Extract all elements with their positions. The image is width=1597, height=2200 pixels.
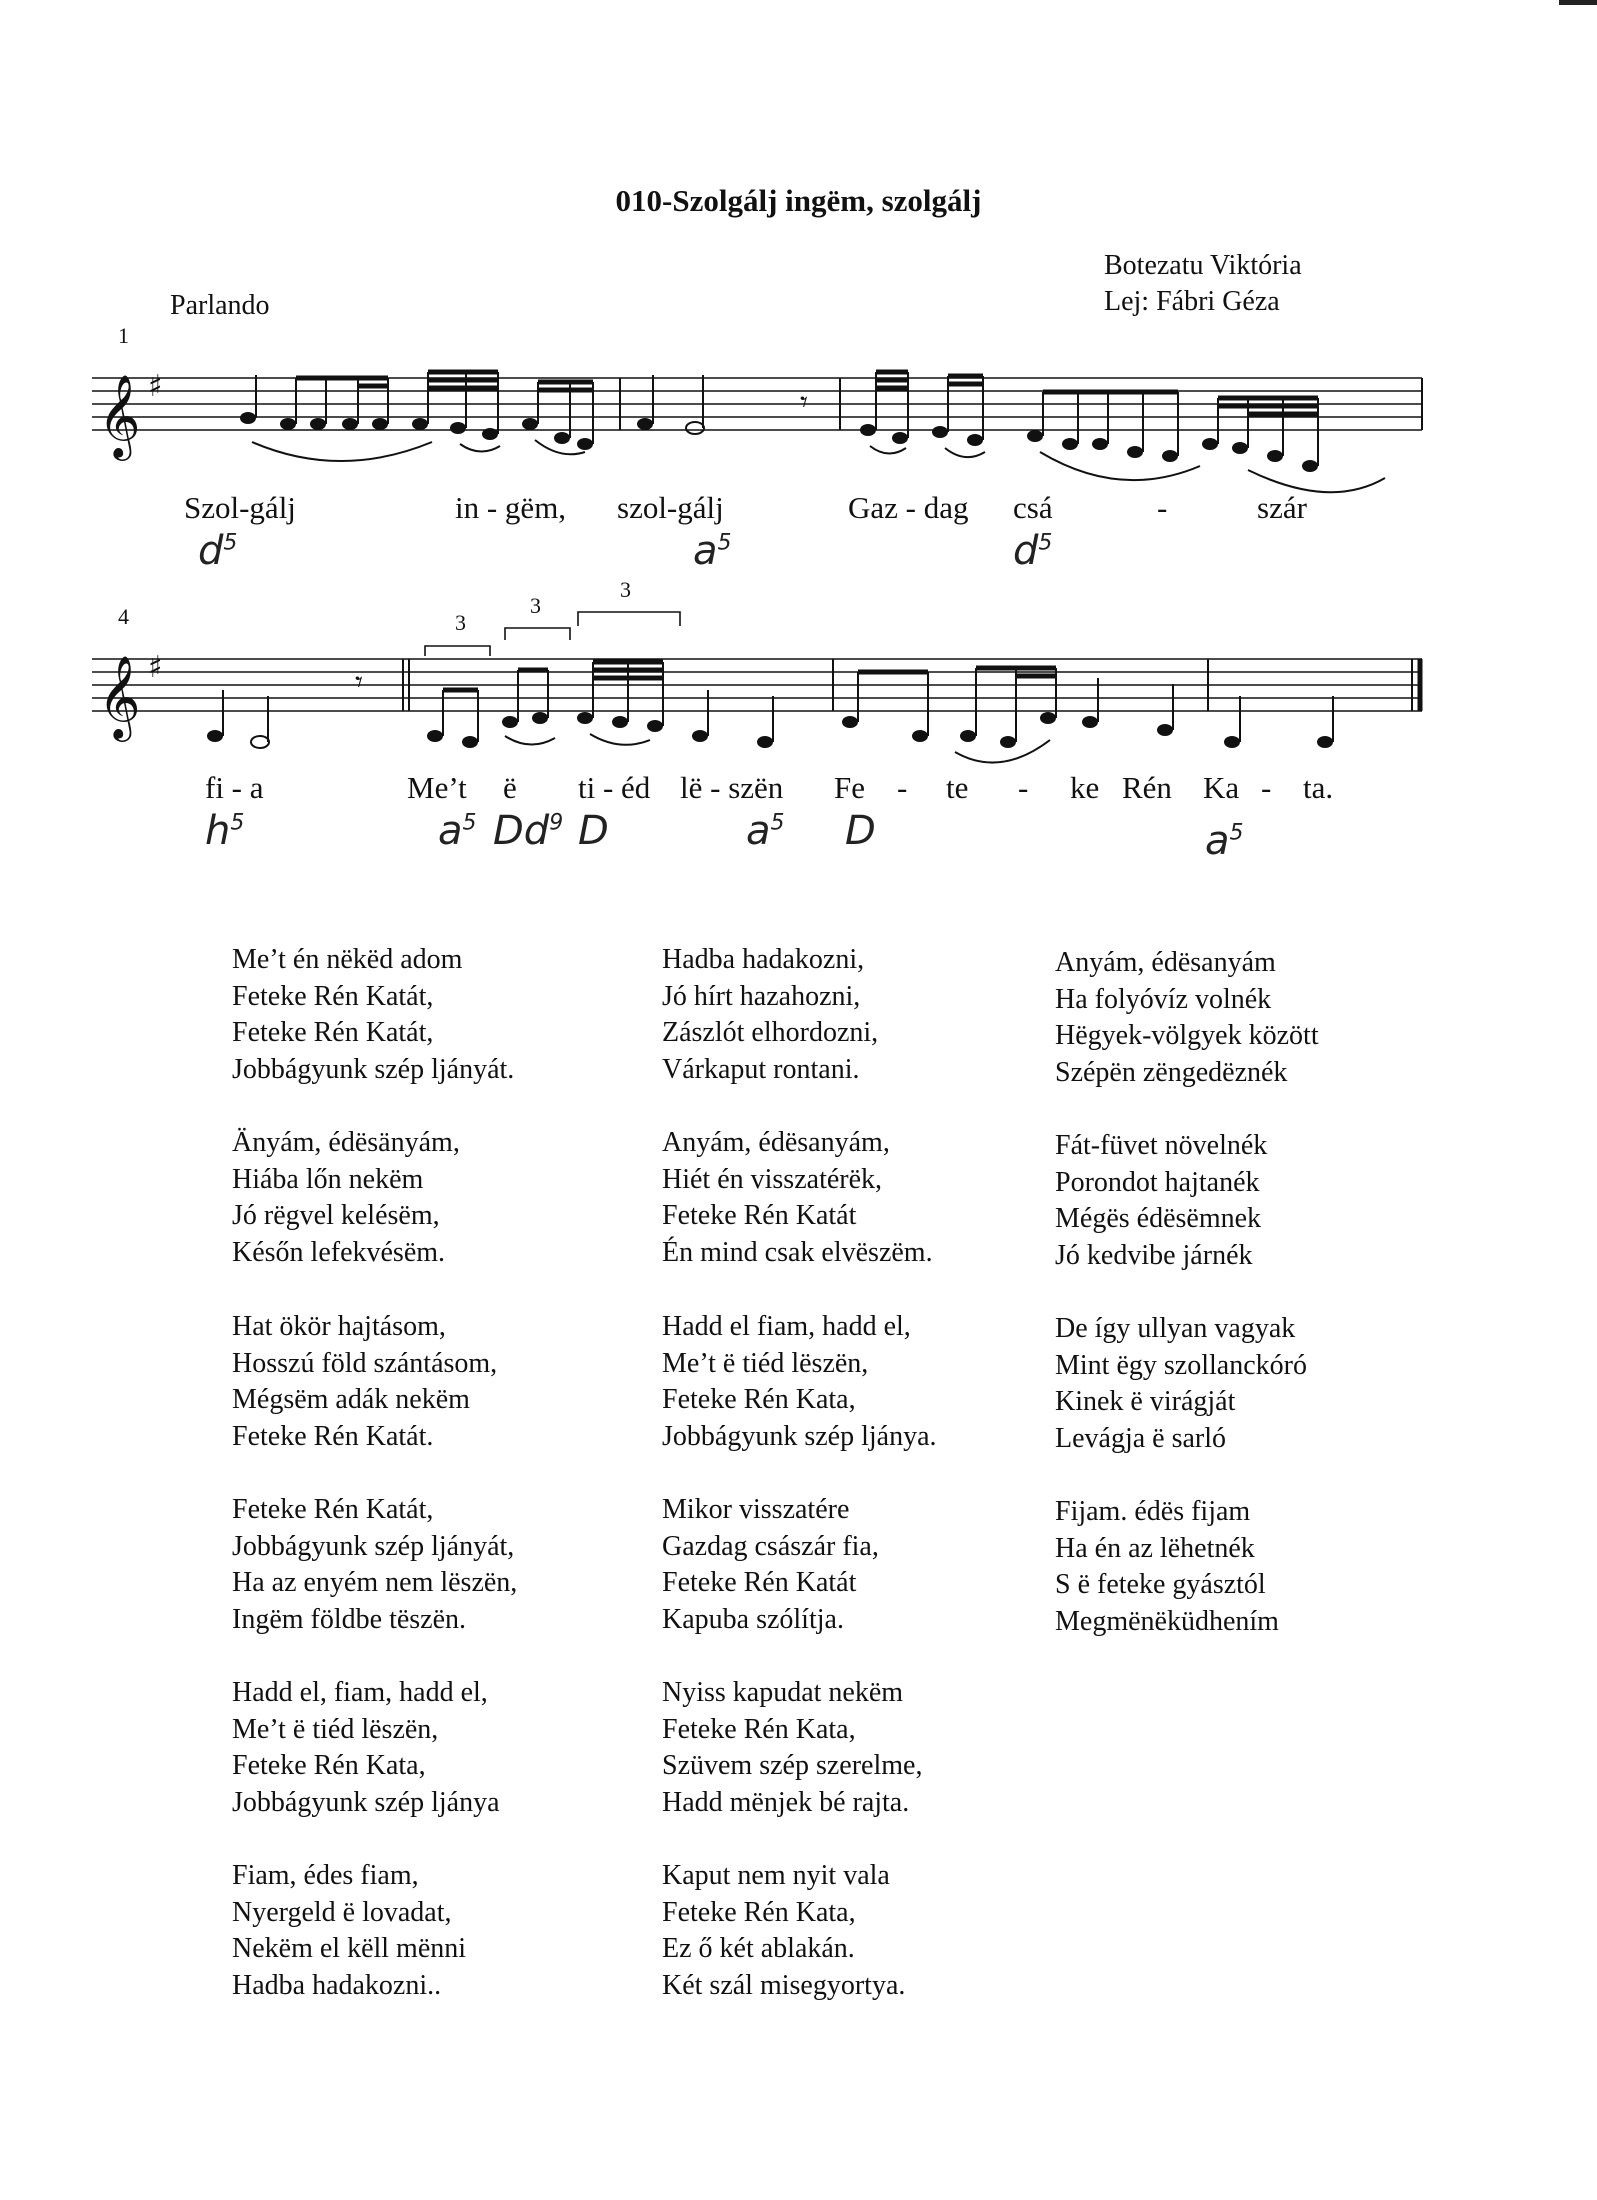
lyric-syllable: - [897, 770, 908, 805]
rest-icon: 𝄾 [800, 385, 808, 420]
stanza-block: Hat ökör hajtásom, Hosszú föld szántásom, Mégsëm adák nekëm Feteke Rén Katát. [232, 1311, 498, 1452]
stanza-block: Mikor visszatére Gazdag császár fia, Feteke Rén Katát Kapuba szólítja. [662, 1494, 879, 1635]
stanza-block: Hadd el, fiam, hadd el, Me’t ë tiéd lëszën, Feteke Rén Kata, Jobbágyunk szép ljánya [232, 1677, 500, 1818]
lyric-syllable: Ka [1203, 770, 1240, 805]
stanza-block: Kaput nem nyit vala Feteke Rén Kata, Ez ő két ablakán. Két szál misegyortya. [662, 1860, 906, 2001]
stanza-block: Me’t én nëkëd adom Feteke Rén Katát, Feteke Rén Katát, Jobbágyunk szép ljányát. [232, 944, 515, 1085]
noteheads-1 [240, 412, 1318, 472]
lyric-syllable: szol-gálj [617, 490, 724, 525]
lyric-syllable: Me’t [407, 770, 467, 805]
rest-icon: 𝄾 [355, 665, 363, 700]
lyric-syllable: szár [1257, 490, 1307, 525]
staff-system-2 [92, 612, 1422, 763]
measure-number-4: 4 [118, 604, 129, 629]
song-title: 010-Szolgálj ingëm, szolgálj [615, 183, 982, 218]
lyric-syllable: - [1157, 490, 1168, 525]
stanza-block: Hadd el fiam, hadd el, Me’t ë tiéd lëszën, Feteke Rén Kata, Jobbágyunk szép ljánya. [662, 1311, 937, 1452]
stanza-block: Feteke Rén Katát, Jobbágyunk szép ljányát, Ha az enyém nem lëszën, Ingëm földbe tëszën. [232, 1494, 518, 1635]
chord-symbol: $h^5$ [205, 808, 245, 854]
lyric-syllable: Fe [834, 770, 865, 805]
stanza-block: Nyiss kapudat nekëm Feteke Rén Kata, Szüvem szép szerelme, Hadd mënjek bé rajta. [662, 1677, 923, 1818]
stanza-block: Anyám, édësanyám, Hiét én visszatérëk, Feteke Rén Katát Én mind csak elvëszëm. [662, 1127, 933, 1268]
chord-symbol: $d^5$ [1013, 528, 1053, 574]
tempo-marking: Parlando [170, 290, 270, 321]
tuplet-number: 3 [455, 610, 466, 635]
lyric-syllable: fi - a [205, 770, 264, 805]
key-signature-sharp-icon: ♯ [148, 650, 163, 685]
treble-clef-icon: 𝄞 [98, 373, 141, 457]
lyric-syllable: csá [1013, 490, 1053, 525]
half-note [251, 736, 269, 748]
chord-symbol: $a^5$ [1205, 818, 1244, 864]
stems-1 [256, 372, 1318, 466]
staff-system-1 [92, 369, 1422, 492]
staff-lines-2 [92, 659, 1422, 711]
lyric-syllable: Szol-gálj [184, 490, 296, 525]
treble-clef-icon: 𝄞 [98, 654, 141, 738]
lyric-syllable: Rén [1122, 770, 1172, 805]
half-note [686, 422, 704, 434]
author-name: Botezatu Viktória [1104, 250, 1302, 281]
lyric-syllable: - [1261, 770, 1272, 805]
lyric-syllable: lë - szën [680, 770, 784, 805]
lyric-syllable: te [946, 770, 969, 805]
stanza-block: De így ullyan vagyak Mint ëgy szollanckóró Kinek ë virágját Levágja ë sarló [1055, 1313, 1307, 1454]
chord-symbol: Dd$^9$ [493, 808, 564, 854]
stanza-block: Fijam. édës fijam Ha én az lëhetnék S ë feteke gyásztól Megmënëküdhením [1055, 1496, 1279, 1637]
stanza-block: Fát-füvet növelnék Porondot hajtanék Mégës édësëmnek Jó kedvibe járnék [1055, 1130, 1268, 1271]
lyric-syllable: ke [1070, 770, 1100, 805]
chord-symbol: $d^5$ [198, 528, 238, 574]
lyric-syllable: ë [503, 770, 517, 805]
lyric-syllable: - [1018, 770, 1029, 805]
noteheads-2 [207, 712, 1333, 748]
music-score [0, 0, 1597, 900]
tuplet-number: 3 [620, 577, 631, 602]
stanza-block: Änyám, édësänyám, Hiába lőn nekëm Jó rëgvel kelésëm, Későn lefekvésëm. [232, 1127, 460, 1268]
stanza-block: Fiam, édes fiam, Nyergeld ë lovadat, Nekëm el këll mënni Hadba hadakozni.. [232, 1860, 467, 2001]
chord-symbol: D [578, 808, 609, 854]
chord-symbol: $a^5$ [438, 808, 477, 854]
melody-credit: Lej: Fábri Géza [1104, 286, 1280, 317]
chord-symbol: $a^5$ [693, 528, 732, 574]
lyric-syllable: Gaz - dag [848, 490, 969, 525]
key-signature-sharp-icon: ♯ [148, 369, 163, 404]
tuplet-number: 3 [530, 593, 541, 618]
lyric-syllable: in - gëm, [455, 490, 567, 525]
stanza-block: Hadba hadakozni, Jó hírt hazahozni, Zászlót elhordozni, Várkaput rontani. [662, 944, 879, 1085]
chord-symbol: $a^5$ [746, 808, 785, 854]
lyric-syllable: ti - éd [578, 770, 651, 805]
chord-symbol: D [845, 808, 876, 854]
measure-number-1: 1 [118, 323, 129, 348]
stanza-block: Anyám, édësanyám Ha folyóvíz volnék Hëgyek-völgyek között Szépën zëngedëznék [1055, 947, 1319, 1088]
lyric-syllable: ta. [1303, 770, 1334, 805]
